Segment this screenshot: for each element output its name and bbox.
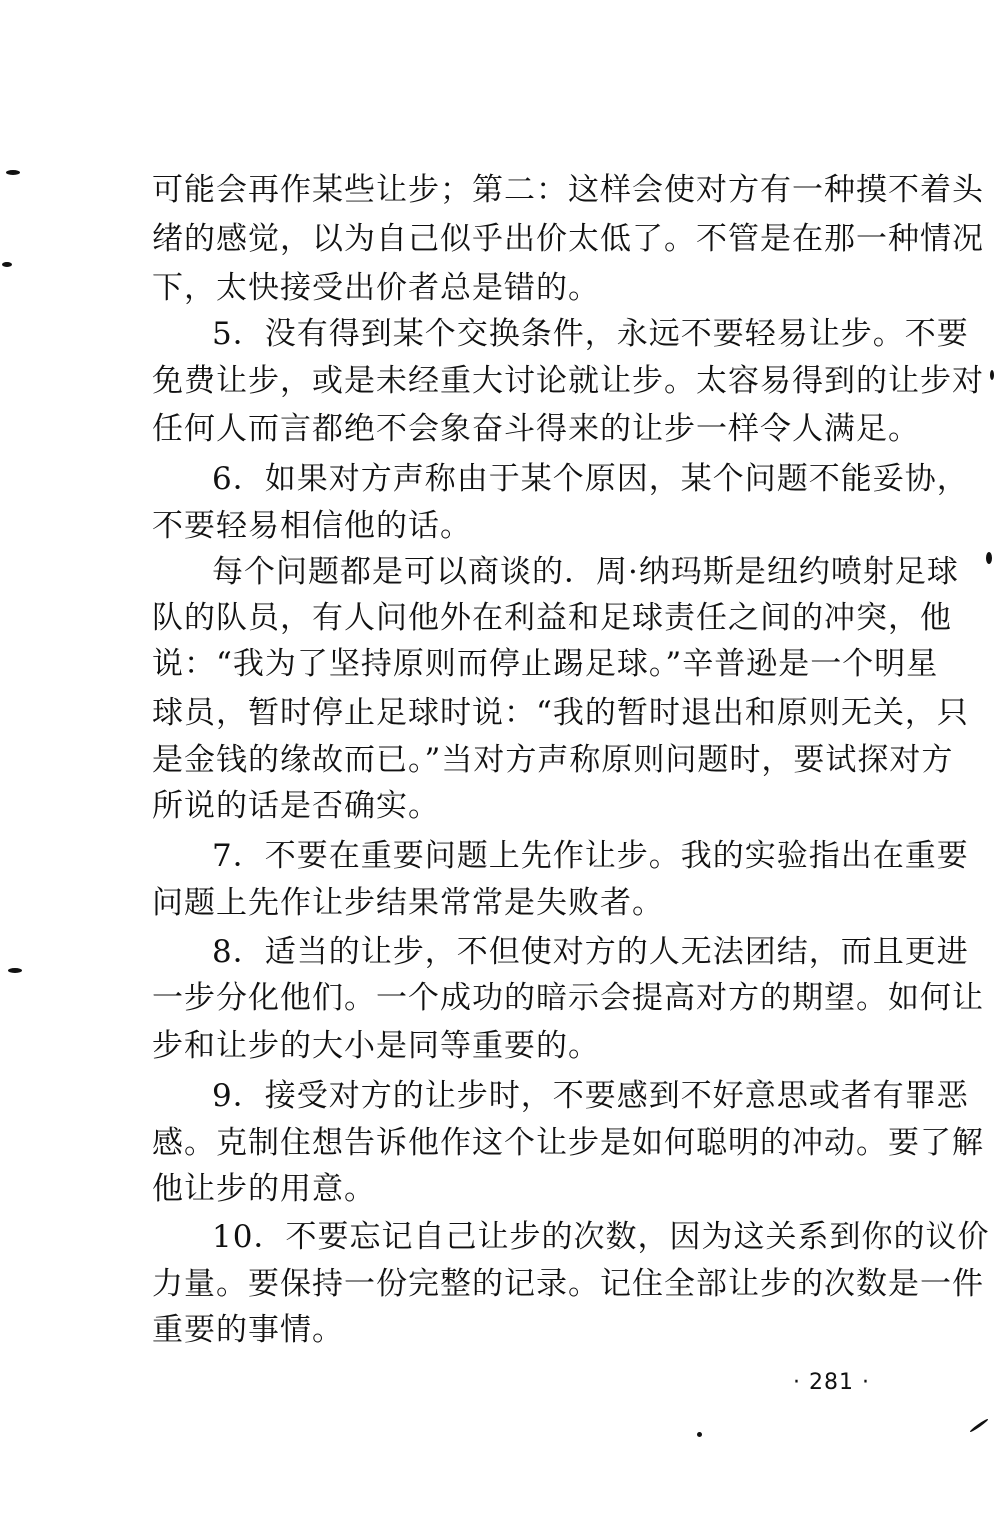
scan-mark — [969, 1418, 989, 1433]
text-line: 可能会再作某些让步；第二：这样会使对方有一种摸不着头 — [152, 172, 984, 208]
text-line: 不要轻易相信他的话。 — [152, 508, 472, 544]
text-line: 他让步的用意。 — [152, 1171, 376, 1207]
text-line: 任何人而言都绝不会象奋斗得来的让步一样令人满足。 — [152, 411, 920, 447]
text-line: 9．接受对方的让步时，不要感到不好意思或者有罪恶 — [212, 1078, 969, 1114]
text-line: 重要的事情。 — [152, 1312, 344, 1348]
page-number: · 281 · — [793, 1370, 870, 1395]
text-line: 5．没有得到某个交换条件，永远不要轻易让步。不要 — [212, 316, 969, 352]
scan-mark — [986, 552, 992, 564]
text-line: 是金钱的缘故而已。”当对方声称原则问题时，要试探对方 — [152, 742, 954, 778]
text-line: 下，太快接受出价者总是错的。 — [152, 270, 600, 306]
text-line: 步和让步的大小是同等重要的。 — [152, 1028, 600, 1064]
text-line: 一步分化他们。一个成功的暗示会提高对方的期望。如何让 — [152, 980, 984, 1016]
text-line: 力量。要保持一份完整的记录。记住全部让步的次数是一件 — [152, 1266, 984, 1302]
scan-mark — [2, 262, 12, 267]
scan-mark — [8, 968, 22, 973]
text-line: 每个问题都是可以商谈的．周·纳玛斯是纽约喷射足球 — [212, 554, 959, 590]
text-line: 10．不要忘记自己让步的次数，因为这关系到你的议价 — [212, 1219, 990, 1255]
text-line: 队的队员，有人问他外在利益和足球责任之间的冲突，他 — [152, 600, 952, 636]
text-line: 免费让步，或是未经重大讨论就让步。太容易得到的让步对 — [152, 363, 984, 399]
text-line: 绪的感觉，以为自己似乎出价太低了。不管是在那一种情况 — [152, 221, 984, 257]
text-line: 问题上先作让步结果常常是失败者。 — [152, 885, 664, 921]
text-line: 说：“我为了坚持原则而停止踢足球。”辛普逊是一个明星 — [152, 646, 939, 682]
text-line: 8．适当的让步，不但使对方的人无法团结，而且更进 — [212, 934, 969, 970]
text-line: 7．不要在重要问题上先作让步。我的实验指出在重要 — [212, 838, 969, 874]
text-line: 感。克制住想告诉他作这个让步是如何聪明的冲动。要了解 — [152, 1125, 984, 1161]
scan-mark — [990, 370, 994, 380]
scan-mark — [697, 1432, 702, 1437]
text-line: 6．如果对方声称由于某个原因，某个问题不能妥协， — [212, 461, 969, 497]
text-line: 所说的话是否确实。 — [152, 788, 440, 824]
scan-mark — [6, 170, 20, 175]
text-line: 球员，暂时停止足球时说：“我的暂时退出和原则无关，只 — [152, 695, 969, 731]
